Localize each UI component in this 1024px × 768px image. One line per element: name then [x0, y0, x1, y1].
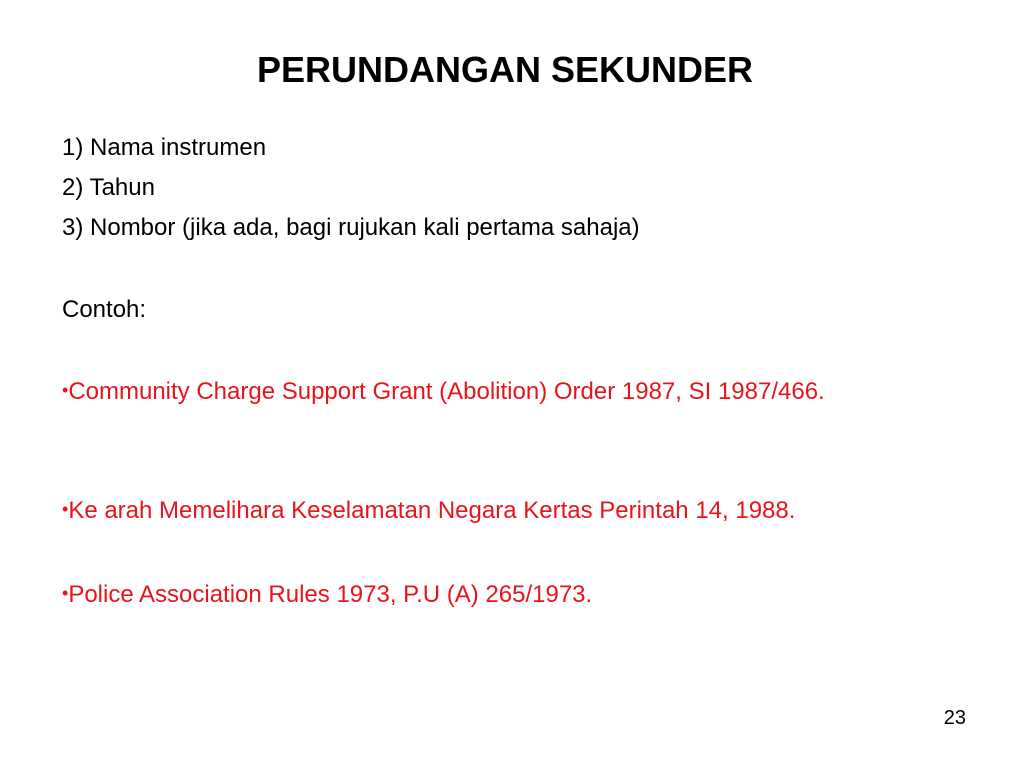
- example-item: [62, 490, 952, 530]
- bullet-icon: •: [62, 499, 69, 519]
- example-item: [62, 371, 952, 411]
- page-number: 23: [943, 707, 966, 729]
- criteria-item-year: 2) Tahun: [62, 174, 155, 201]
- example-label: Contoh:: [62, 296, 147, 323]
- bullet-icon: •: [62, 380, 69, 400]
- criteria-item-number: 3) Nombor (jika ada, bagi rujukan kali pertama sahaja): [62, 214, 640, 241]
- criteria-item-name: 1) Nama instrumen: [62, 134, 267, 161]
- example-text: Ke arah Memelihara Keselamatan Negara Kertas Perintah 14, 1988.: [68, 497, 796, 524]
- slide-title: PERUNDANGAN SEKUNDER: [256, 49, 754, 90]
- example-item: [62, 574, 952, 614]
- example-text: Community Charge Support Grant (Abolition) Order 1987, SI 1987/466.: [68, 378, 825, 405]
- bullet-icon: •: [62, 583, 69, 603]
- example-text: Police Association Rules 1973, P.U (A) 265/1973.: [68, 581, 593, 608]
- criteria-list: [62, 128, 962, 248]
